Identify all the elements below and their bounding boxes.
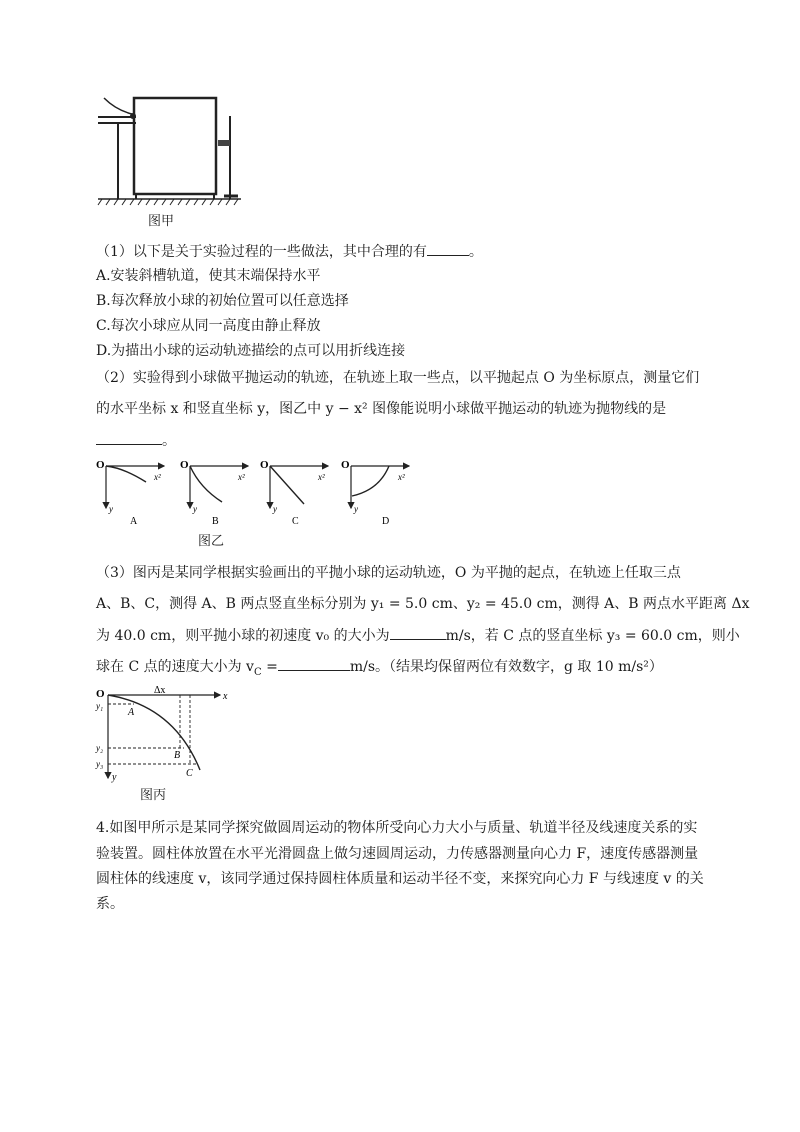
svg-text:O: O [96,688,105,700]
svg-text:y₃: y₃ [96,759,104,769]
svg-text:y₂: y₂ [96,743,104,753]
question-4-line-1: 4.如图甲所示是某同学探究做圆周运动的物体所受向心力大小与质量、轨道半径及线速度关系的实 [96,820,698,836]
option-b: B.每次释放小球的初始位置可以任意选择 [96,293,349,309]
svg-text:y: y [112,772,117,783]
question-4-line-2: 验装置。圆柱体放置在水平光滑圆盘上做匀速圆周运动，力传感器测量向心力 F，速度传感器测量 [96,846,699,862]
svg-text:x²: x² [238,472,245,482]
svg-text:y: y [193,504,197,514]
svg-text:O: O [341,459,350,471]
option-a: A.安装斜槽轨道，使其末端保持水平 [96,268,321,284]
option-c: C.每次小球应从同一高度由静止释放 [96,318,321,334]
svg-text:x: x [223,691,228,702]
answer-blank-1 [427,241,469,256]
svg-text:Δx: Δx [154,685,166,696]
svg-text:O: O [180,459,189,471]
graph-d [341,459,409,527]
svg-text:y: y [354,504,358,514]
graph-a [96,459,164,527]
question-3-line-3: 为 40.0 cm，则平抛小球的初速度 v₀ 的大小为 m/s，若 C 点的竖直坐标 y₃ = 60.0 cm，则小 [96,625,740,646]
figure-jia-caption: 图甲 [148,214,175,229]
svg-text:y: y [273,504,277,514]
question-1: （1）以下是关于实验过程的一些做法，其中合理的有 。 [96,241,483,262]
svg-text:A: A [128,707,135,718]
svg-text:O: O [96,459,105,471]
figure-yi-caption: 图乙 [198,534,225,549]
svg-text:x²: x² [154,472,161,482]
svg-text:C: C [292,516,299,527]
svg-text:D: D [382,516,390,527]
question-3-line-1: （3）图丙是某同学根据实验画出的平抛小球的运动轨迹，O 为平抛的起点，在轨迹上任取三点 [96,565,681,581]
question-2-line-2: 的水平坐标 x 和竖直坐标 y，图乙中 y − x² 图像能说明小球做平抛运动的轨迹为抛物线的是 [96,401,667,417]
apparatus-figure [96,92,246,212]
svg-text:C: C [186,768,193,779]
svg-text:y: y [109,504,113,514]
question-1-text: （1）以下是关于实验过程的一些做法，其中合理的有 [96,244,427,260]
graph-c [260,459,328,527]
question-3-line-4: 球在 C 点的速度大小为 $v_C = m/s$。（结果均保留两位有效数字，g 取 10 m/s²） [96,656,663,683]
question-2-line-1: （2）实验得到小球做平抛运动的轨迹，在轨迹上取一些点，以平抛起点 O 为坐标原点，测量它们 [96,370,700,386]
graph-options-figure [94,456,424,546]
question-3-line-2: A、B、C，测得 A、B 两点竖直坐标分别为 y₁ = 5.0 cm、y₂ = 45.0 cm，测得 A、B 两点水平距离 Δx [96,596,750,612]
question-4-line-4: 系。 [96,896,124,912]
svg-text:O: O [260,459,269,471]
svg-text:B: B [212,516,219,527]
trajectory-figure [94,684,234,784]
svg-text:y₁: y₁ [96,701,104,711]
svg-text:x²: x² [398,472,405,482]
figure-bing-caption: 图丙 [140,788,167,803]
answer-blank-2 [96,430,162,445]
graph-b [180,459,248,527]
svg-text:x²: x² [318,472,325,482]
option-d: D.为描出小球的运动轨迹描绘的点可以用折线连接 [96,343,406,359]
question-2-line-3: 。 [96,430,176,451]
svg-text:B: B [174,750,181,761]
svg-text:A: A [130,516,138,527]
answer-blank-3 [390,625,446,640]
answer-blank-4 [278,656,350,671]
question-4-line-3: 圆柱体的线速度 v，该同学通过保持圆柱体质量和运动半径不变，来探究向心力 F 与线速度 v 的关 [96,871,704,887]
